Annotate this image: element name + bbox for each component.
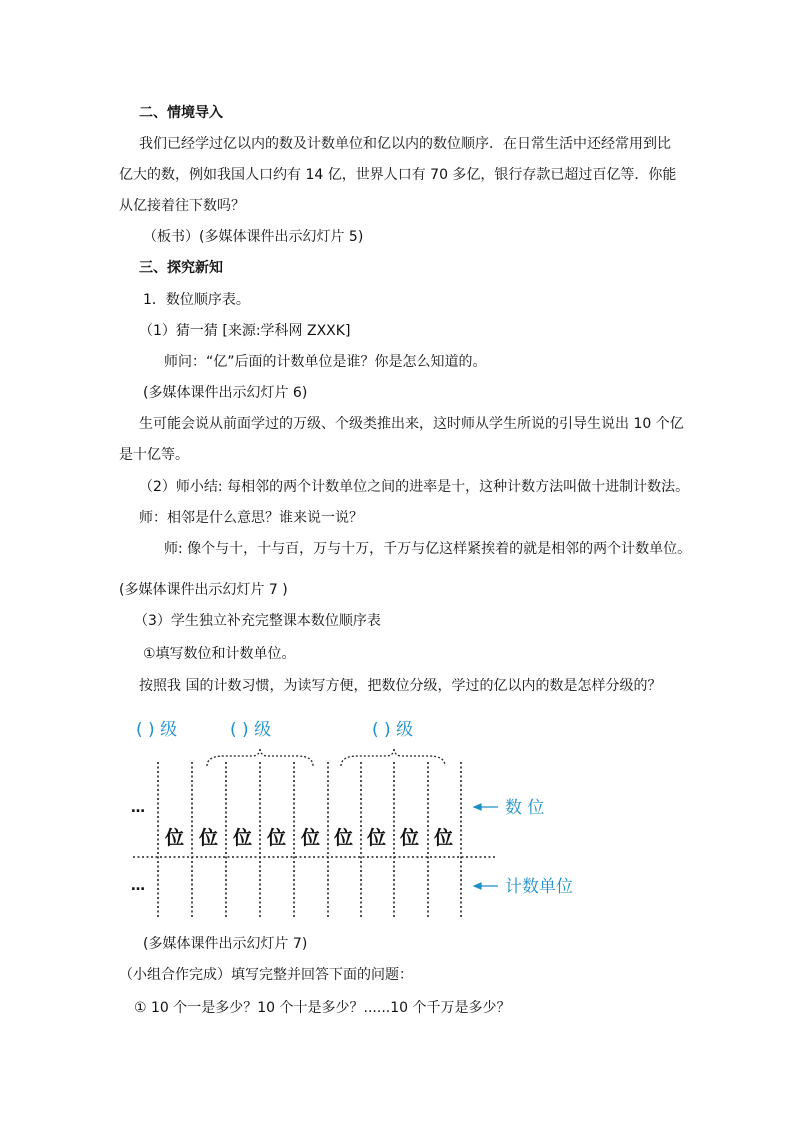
section-title-explore: 三、探究新知 <box>139 260 223 276</box>
place-cell: 位 <box>301 827 321 849</box>
place-cell: 位 <box>233 827 253 849</box>
teacher-question: 师问：“亿”后面的计数单位是谁？你是怎么知道的。 <box>164 354 487 370</box>
slide-note: (多媒体课件出示幻灯片 7 ) <box>119 582 288 598</box>
question-line: 按照我 国的计数习惯，为读写方便，把数位分级，学过的亿以内的数是怎样分级的？ <box>139 678 662 694</box>
slide-note: (多媒体课件出示幻灯片 7) <box>143 936 308 952</box>
list-item: （1）猜一猜 [来源:学科网 ZXXK] <box>139 323 351 339</box>
place-cell: 位 <box>165 827 185 849</box>
teacher-question: 师：相邻是什么意思？谁来说一说？ <box>139 510 363 526</box>
ellipsis-top: … <box>131 800 146 816</box>
section-title-intro: 二、情境导入 <box>139 105 223 121</box>
unit-row-label: 计数单位 <box>505 877 573 897</box>
place-cell: 位 <box>267 827 287 849</box>
level-label-1: ( ) 级 <box>136 720 178 740</box>
board-note: （板书）(多媒体课件出示幻灯片 5) <box>143 229 364 245</box>
level-label-2: ( ) 级 <box>230 720 272 740</box>
paragraph-line: 从亿接着往下数吗？ <box>119 198 245 214</box>
ellipsis-bottom: … <box>131 878 146 894</box>
list-item: 1．数位顺序表。 <box>143 292 250 308</box>
teacher-answer: 师: 像个与十，十与百，万与十万，千万与亿这样紧挨着的就是相邻的两个计数单位。 <box>164 541 692 557</box>
place-cell: 位 <box>400 827 420 849</box>
list-item: （3）学生独立补充完整课本数位顺序表 <box>134 613 381 629</box>
place-cell: 位 <box>434 827 454 849</box>
digit-row-label: 数 位 <box>505 798 545 818</box>
question-item: ① 10 个一是多少？10 个十是多少？......10 个千万是多少？ <box>134 1000 511 1016</box>
summary-line: （2）师小结: 每相邻的两个计数单位之间的进率是十，这种计数方法叫做十进制计数法。 <box>139 479 690 495</box>
paragraph-line: 生可能会说从前面学过的万级、个级类推出来，这时师从学生所说的引导生说出 10 个亿 <box>139 416 684 432</box>
paragraph-line: 是十亿等。 <box>119 447 189 463</box>
level-label-3: ( ) 级 <box>372 720 414 740</box>
slide-note: (多媒体课件出示幻灯片 6) <box>143 385 308 401</box>
place-cell: 位 <box>367 827 387 849</box>
paragraph-line: 亿大的数，例如我国人口约有 14 亿，世界人口有 70 多亿，银行存款已超过百亿等．你能 <box>119 167 677 183</box>
group-task: （小组合作完成）填写完整并回答下面的问题： <box>119 967 413 983</box>
list-item: ①填写数位和计数单位。 <box>143 646 296 662</box>
paragraph-line: 我们已经学过亿以内的数及计数单位和亿以内的数位顺序．在日常生活中还经常用到比 <box>139 136 671 152</box>
place-cell: 位 <box>334 827 354 849</box>
place-cell: 位 <box>199 827 219 849</box>
